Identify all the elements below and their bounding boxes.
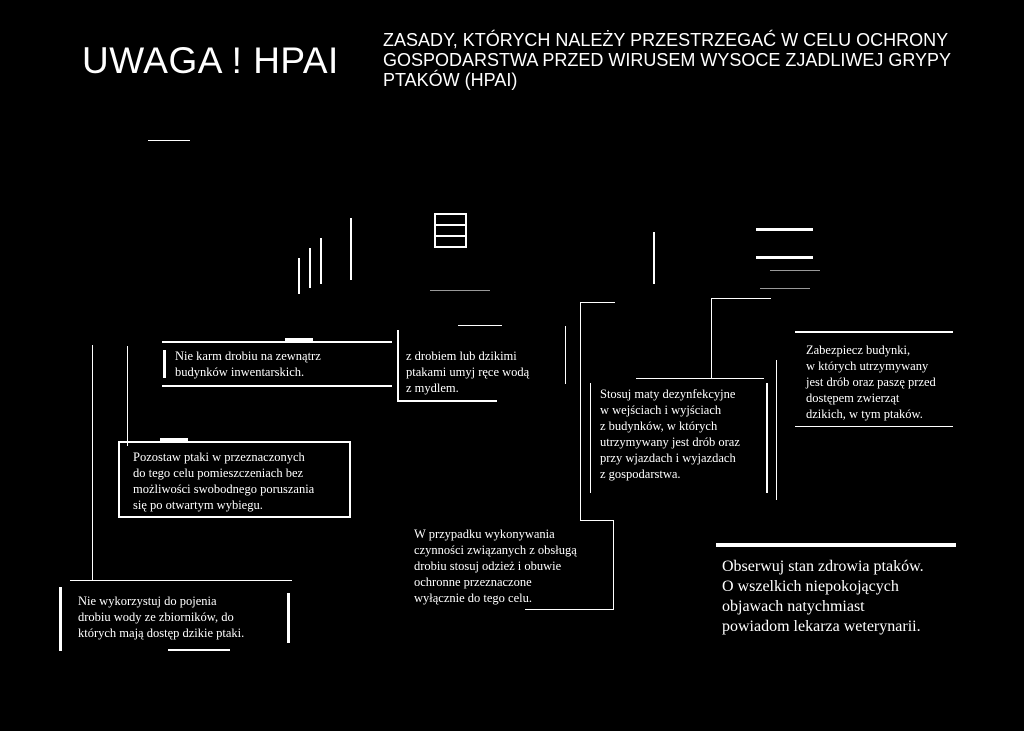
rule-marker [163, 350, 166, 378]
rule-line: Obserwuj stan zdrowia ptaków. [722, 558, 924, 575]
rule-bar [716, 543, 956, 547]
rule-bar [168, 649, 230, 651]
rule-marker [59, 587, 62, 651]
decor-line [320, 238, 322, 284]
connector-line [127, 346, 128, 446]
connector-line [580, 302, 615, 303]
rule-line: jest drób oraz paszę przed [806, 375, 936, 389]
rule-line: dostępem zwierząt [806, 391, 900, 405]
rule-confine [133, 449, 314, 513]
page-subtitle [383, 30, 983, 90]
decor-line [309, 248, 311, 288]
rule-line: czynności związanych z obsługą [414, 543, 577, 557]
rule-line: w których utrzymywany [806, 359, 929, 373]
rule-line: których mają dostęp dzikie ptaki. [78, 626, 245, 640]
rule-line: ptakami umyj ręce wodą [406, 365, 530, 379]
rule-line: budynków inwentarskich. [175, 365, 305, 379]
rule-bar [636, 378, 764, 379]
rule-clothing [414, 526, 577, 606]
rule-line: w wejściach i wyjściach [600, 403, 722, 417]
rule-line: Zabezpiecz budynki, [806, 343, 911, 357]
rule-line: drobiu stosuj odzież i obuwie [414, 559, 562, 573]
rule-line: się po otwartym wybiegu. [133, 498, 263, 512]
rule-line: z gospodarstwa. [600, 467, 681, 481]
decor-line [458, 325, 502, 326]
subtitle-line: ZASADY, KTÓRYCH NALEŻY PRZESTRZEGAĆ W CELU OCHRONY [383, 30, 949, 50]
rule-line: Pozostaw ptaki w przeznaczonych [133, 450, 305, 464]
rule-bar [162, 341, 392, 343]
rule-line: z budynków, w których [600, 419, 718, 433]
decor-line [350, 218, 352, 280]
rule-line: powiadom lekarza weterynarii. [722, 618, 921, 635]
rule-disinfection [600, 386, 740, 482]
decor-line [770, 270, 820, 271]
building-icon [434, 213, 467, 248]
rule-line: drobiu wody ze zbiorników, do [78, 610, 234, 624]
decor-line [430, 290, 490, 291]
subtitle-line: GOSPODARSTWA PRZED WIRUSEM WYSOCE ZJADLIWEJ GRYPY [383, 50, 952, 70]
rule-line: ochronne przeznaczone [414, 575, 532, 589]
rule-bar [285, 338, 313, 341]
rule-line: Nie wykorzystuj do pojenia [78, 594, 217, 608]
decor-line [298, 258, 300, 294]
connector-line [92, 345, 93, 580]
rule-line: przy wjazdach i wyjazdach [600, 451, 736, 465]
page-title: UWAGA ! HPAI [82, 40, 339, 81]
decor-line [760, 288, 810, 289]
rule-line: W przypadku wykonywania [414, 527, 555, 541]
rule-line: z drobiem lub dzikimi [406, 349, 517, 363]
rule-line: Stosuj maty dezynfekcyjne [600, 387, 736, 401]
decor-line [148, 140, 190, 141]
rule-wash-hands [406, 348, 529, 396]
rule-bar [70, 580, 292, 581]
rule-bar [162, 385, 392, 387]
subtitle-line: PTAKÓW (HPAI) [383, 70, 518, 90]
decor-line [653, 232, 655, 284]
decor-line [756, 256, 813, 259]
rule-line: utrzymywany jest drób oraz [600, 435, 740, 449]
connector-line [580, 302, 581, 520]
rule-marker [287, 593, 290, 643]
rule-bar [795, 331, 953, 333]
rule-line: wyłącznie do tego celu. [414, 591, 533, 605]
rule-line: możliwości swobodnego poruszania [133, 482, 315, 496]
connector-line [711, 298, 712, 378]
connector-line [565, 326, 566, 384]
rule-line: do tego celu pomieszczeniach bez [133, 466, 304, 480]
rule-bar [795, 426, 953, 427]
rule-line: objawach natychmiast [722, 598, 865, 615]
rule-secure-buildings [806, 342, 936, 422]
rule-line: dzikich, w tym ptaków. [806, 407, 923, 421]
rule-line: Nie karm drobiu na zewnątrz [175, 349, 321, 363]
connector-line [580, 520, 614, 521]
rule-marker [397, 330, 399, 402]
rule-line: z mydlem. [406, 381, 459, 395]
decor-line [756, 228, 813, 231]
rule-feeding [175, 348, 321, 380]
connector-line [711, 298, 771, 299]
rule-observe [722, 557, 924, 637]
rule-bar [397, 400, 497, 402]
rule-water [78, 593, 244, 641]
rule-bar [525, 609, 614, 610]
connector-line [613, 520, 614, 610]
rule-line: O wszelkich niepokojących [722, 578, 899, 595]
connector-line [776, 360, 777, 500]
